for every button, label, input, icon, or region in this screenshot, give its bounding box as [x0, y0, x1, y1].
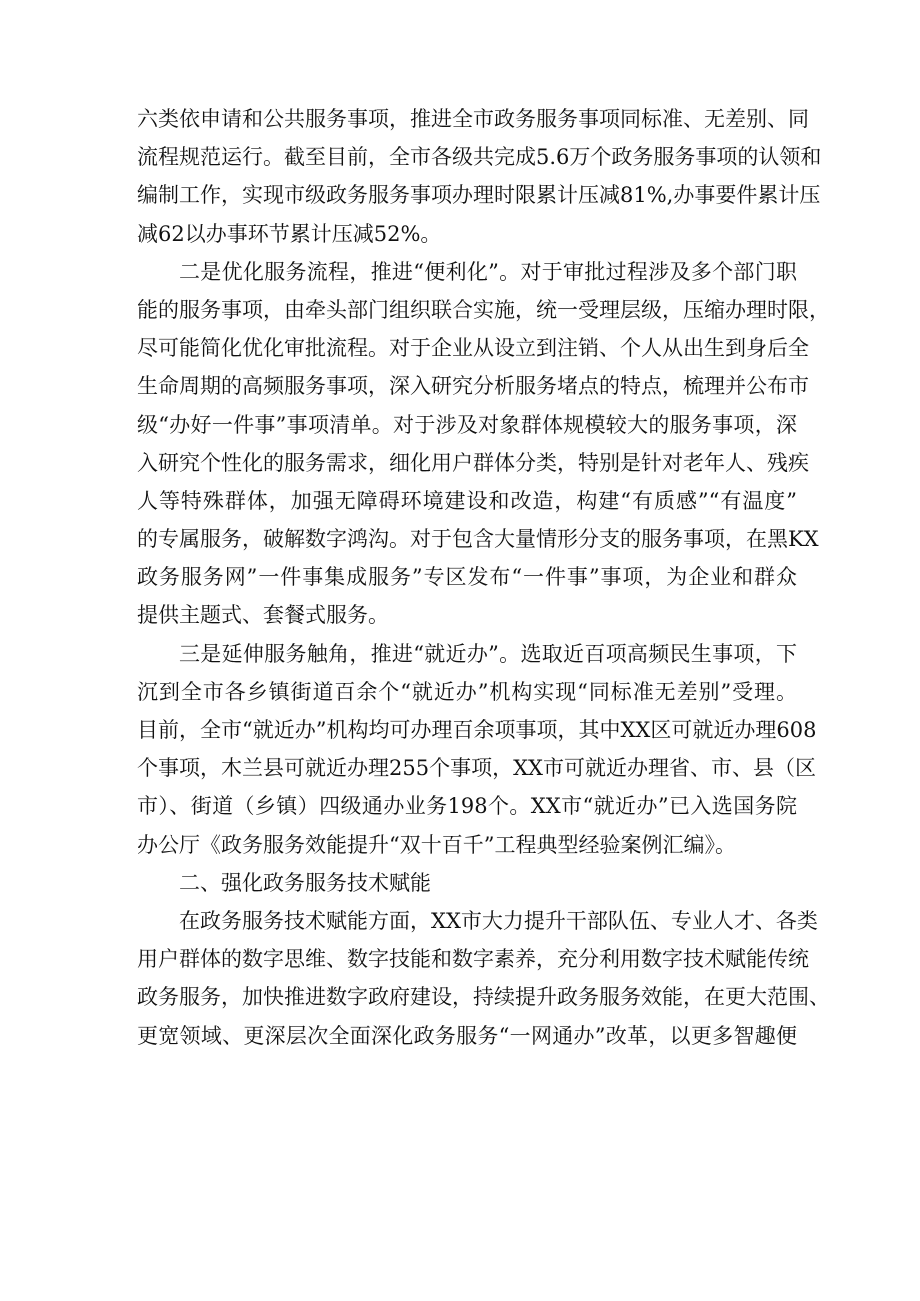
text-line: 提供主题式、套餐式服务。 [137, 603, 389, 628]
text-line: 六类依申请和公共服务事项，推进全市政务服务事项同标准、无差别、同 [137, 107, 809, 131]
text-line: 生命周期的高频服务事项，深入研究分析服务堵点的特点，梳理并公布市 [137, 374, 809, 399]
document-body [137, 100, 830, 1055]
text-line: 个事项，木兰县可就近办理255个事项，XX市可就近办理省、市、县（区 [137, 756, 816, 781]
text-line: 目前，全市“就近办”机构均可办理百余项事项，其中XX区可就近办理608 [137, 718, 817, 742]
text-line: 人等特殊群体，加强无障碍环境建设和改造，构建“有质感”“有温度” [137, 488, 797, 513]
text-line: 沉到全市各乡镇街道百余个“就近办”机构实现“同标准无差别”受理。 [137, 679, 797, 704]
text-line: 减62以办事环节累计压减52%。 [137, 221, 442, 246]
text-line: 流程规范运行。截至目前，全市各级共完成5.6万个政务服务事项的认领和 [137, 145, 822, 170]
section-heading: 二、强化政务服务技术赋能 [179, 870, 431, 895]
text-line: 编制工作，实现市级政务服务事项办理时限累计压减81%,办事要件累计压 [137, 183, 821, 208]
text-line: 入研究个性化的服务需求，细化用户群体分类，特别是针对老年人、残疾 [137, 450, 809, 475]
text-line: 用户群体的数字思维、数字技能和数字素养，充分利用数字技术赋能传统 [137, 947, 809, 972]
text-line: 更宽领域、更深层次全面深化政务服务“一网通办”改革，以更多智趣便 [137, 1023, 797, 1048]
text-line: 尽可能简化优化审批流程。对于企业从设立到注销、个人从出生到身后全 [137, 336, 809, 361]
text-line: 政务服务网”一件事集成服务”专区发布“一件事”事项，为企业和群众 [137, 565, 797, 590]
text-line: 的专属服务，破解数字鸿沟。对于包含大量情形分支的服务事项，在黑KX [137, 527, 819, 552]
text-line: 级“办好一件事”事项清单。对于涉及对象群体规模较大的服务事项，深 [137, 412, 797, 437]
text-line: 市）、街道（乡镇）四级通办业务198个。XX市“就近办”已入选国务院 [137, 794, 797, 819]
paragraph-start-line: 二是优化服务流程，推进“便利化”。对于审批过程涉及多个部门职 [179, 259, 797, 284]
text-line: 办公厅《政务服务效能提升“双十百千”工程典型经验案例汇编》。 [137, 832, 736, 857]
paragraph-start-line: 在政务服务技术赋能方面，XX市大力提升干部队伍、专业人才、各类 [179, 908, 818, 933]
paragraph-start-line: 三是延伸服务触角，推进“就近办”。选取近百项高频民生事项，下 [179, 641, 797, 666]
text-line: 政务服务，加快推进数字政府建设，持续提升政务服务效能，在更大范围、 [137, 985, 830, 1010]
text-line: 能的服务事项，由牵头部门组织联合实施，统一受理层级，压缩办理时限， [137, 297, 830, 322]
